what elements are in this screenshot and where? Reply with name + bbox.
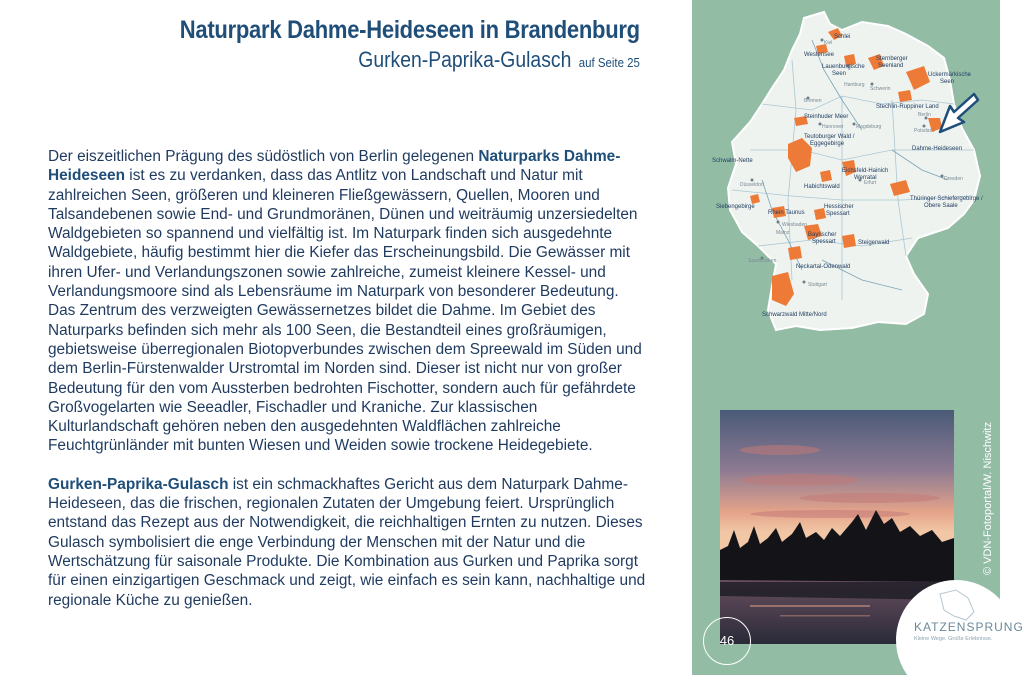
paragraph-text: ist ein schmackhaftes Gericht aus dem Naturpark Dahme-Heideseen, das die frischen, regionalen Zutaten der Umgebung feiert. Ursprünglich entstand das Rezept aus der Notwendigkeit, die reichhaltigen Ernten zu nutzen. Dieses Gulasch symbolisiert die enge Verbindung der Menschen mit der Natur und die Wertschätzung für saisonale Produkte. Die Kombination aus Gurken und Paprika sorgt für einen einzigartigen Geschmack und zeigt, wie einfach es sein kann, nachhaltige und regionale Küche zu genießen. bbox=[48, 475, 646, 609]
dish-name: Gurken-Paprika-Gulasch bbox=[358, 47, 572, 72]
svg-text:Stechlin-Ruppiner Land: Stechlin-Ruppiner Land bbox=[876, 104, 939, 110]
svg-text:Dresden: Dresden bbox=[944, 176, 963, 182]
svg-text:Eichsfeld-Hainich: Eichsfeld-Hainich bbox=[842, 168, 889, 174]
park-stechlin bbox=[898, 90, 912, 102]
paragraph-text: Der eiszeitlichen Prägung des südöstlich von Berlin gelegenen bbox=[48, 148, 479, 165]
svg-text:Sternberger: Sternberger bbox=[876, 56, 908, 62]
svg-text:Steinhuder Meer: Steinhuder Meer bbox=[804, 114, 849, 120]
article-body bbox=[48, 147, 648, 629]
paragraph-naturpark bbox=[48, 147, 648, 456]
svg-text:Siebengebirge: Siebengebirge bbox=[716, 204, 755, 210]
svg-text:Habichtswald: Habichtswald bbox=[804, 184, 840, 190]
paragraph-gulasch bbox=[48, 475, 648, 610]
svg-text:Lauenburgische: Lauenburgische bbox=[822, 64, 865, 70]
svg-text:Stuttgart: Stuttgart bbox=[808, 282, 827, 288]
svg-text:Wiesbaden: Wiesbaden bbox=[782, 222, 808, 228]
svg-text:Uckermärkische: Uckermärkische bbox=[928, 72, 972, 78]
photo-credit: © VDN-Fotoportal/W. Nischwitz bbox=[982, 422, 994, 575]
svg-text:Hannover: Hannover bbox=[822, 124, 844, 130]
svg-text:Teutoburger Wald /: Teutoburger Wald / bbox=[804, 134, 855, 140]
bold-gulasch: Gurken-Paprika-Gulasch bbox=[48, 475, 229, 493]
svg-text:Bayrischer: Bayrischer bbox=[808, 232, 837, 238]
park-odenwald bbox=[788, 246, 802, 260]
svg-text:Magdeburg: Magdeburg bbox=[856, 124, 882, 130]
svg-text:Schwarzwald Mitte/Nord: Schwarzwald Mitte/Nord bbox=[762, 312, 827, 318]
logo-name: KATZENSPRUNG bbox=[914, 620, 1024, 634]
svg-text:Düsseldorf: Düsseldorf bbox=[740, 182, 764, 188]
svg-text:Neckartal-Odenwald: Neckartal-Odenwald bbox=[796, 264, 851, 270]
svg-text:Mainz: Mainz bbox=[776, 230, 790, 236]
svg-text:Seen: Seen bbox=[832, 71, 847, 77]
svg-text:Schwerin: Schwerin bbox=[870, 86, 891, 92]
page-subtitle bbox=[180, 47, 640, 73]
bold-naturpark: Naturparks Dahme-Heideseen bbox=[48, 148, 621, 185]
logo-tagline: Kleine Wege. Große Erlebnisse. bbox=[914, 636, 993, 642]
svg-text:Hamburg: Hamburg bbox=[844, 82, 865, 88]
svg-text:Erfurt: Erfurt bbox=[864, 180, 877, 186]
svg-text:Westensee: Westensee bbox=[804, 52, 834, 58]
svg-text:Schlei: Schlei bbox=[834, 34, 851, 40]
page-title: Naturpark Dahme-Heideseen in Brandenburg bbox=[179, 16, 640, 44]
svg-text:Spessart: Spessart bbox=[812, 239, 836, 245]
park-steigerwald bbox=[842, 234, 856, 248]
svg-text:Berlin: Berlin bbox=[918, 112, 931, 118]
svg-text:Kiel: Kiel bbox=[824, 40, 833, 46]
svg-text:Seen: Seen bbox=[940, 79, 955, 85]
germany-map bbox=[692, 0, 1000, 345]
svg-text:Steigerwald: Steigerwald bbox=[858, 240, 890, 246]
svg-text:Saarbrücken: Saarbrücken bbox=[748, 258, 777, 264]
page-header bbox=[117, 16, 640, 73]
svg-text:Seenland: Seenland bbox=[878, 63, 904, 69]
svg-text:Schwalm-Nette: Schwalm-Nette bbox=[712, 158, 753, 164]
svg-text:Bremen: Bremen bbox=[804, 98, 822, 104]
page-number: 46 bbox=[703, 617, 751, 665]
svg-text:Potsdam: Potsdam bbox=[914, 128, 934, 134]
svg-text:Dahme-Heideseen: Dahme-Heideseen bbox=[912, 146, 963, 152]
katzensprung-logo bbox=[896, 580, 1024, 700]
page-reference: auf Seite 25 bbox=[578, 55, 640, 70]
paragraph-text: ist es zu verdanken, dass das Antlitz von Landschaft und Natur mit zahlreichen Seen, größeren und kleineren Fließgewässern, Quellen, Mooren und Talsandebenen sowie End- und Grundmoränen, Dünen und weiträumig unzersiedelten Waldgebieten so spannend und vielfältig ist. Im Naturpark finden sich ausgedehnte Waldgebiete, häufig bestimmt hier die Kiefer das Erscheinungsbild. Die Gewässer mit ihren Ufer- und Verlandungszonen sowie zahlreiche, zumeist kleinere Kessel- und Verlandungsmoore sind als Lebensräume im Naturpark von besonderer Bedeutung. Das Zentrum des verzweigten Gewässernetzes bildet die Dahme. Im Gebiet des Naturparks befinden sich mehr als 100 Seen, die Bestandteil eines großräumigen, gebietsweise überregionalen Biotopverbundes zwischen dem Spreewald im Süden und dem Berlin-Fürstenwalder Urstromtal im Norden sind. Dieser ist nicht nur von großer Bedeutung für den vom Aussterben bedrohten Fischotter, sondern auch für gefährdete Großvogelarten wie Seeadler, Fischadler und Kraniche. Zur klassischen Kulturlandschaft gehören neben den ausgedehnten Waldflächen zahlreiche Feuchtgrünländer mit bunten Wiesen und Weiden sowie trockene Heidegebiete. bbox=[48, 167, 642, 455]
svg-text:Hessischer: Hessischer bbox=[824, 204, 854, 210]
svg-text:Obere Saale: Obere Saale bbox=[924, 203, 958, 209]
side-panel bbox=[692, 0, 1024, 675]
svg-text:Spessart: Spessart bbox=[826, 211, 850, 217]
svg-text:Werratal: Werratal bbox=[854, 175, 877, 181]
svg-text:Rhein Taunus: Rhein Taunus bbox=[768, 210, 805, 216]
svg-text:Eggegebirge: Eggegebirge bbox=[810, 141, 845, 147]
park-habichtswald bbox=[820, 170, 832, 182]
svg-text:Thüringer Schiefergebirge /: Thüringer Schiefergebirge / bbox=[910, 196, 983, 202]
